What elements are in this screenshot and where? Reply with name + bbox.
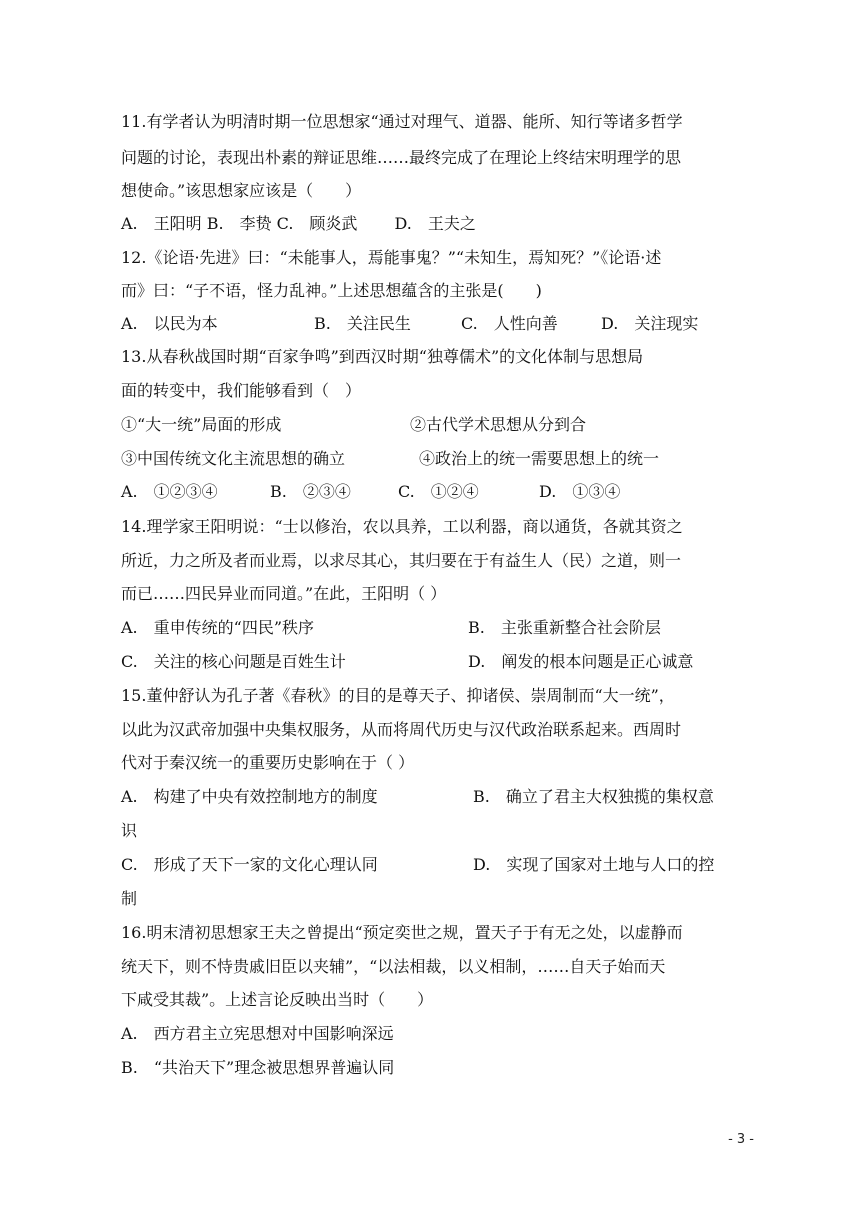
q13-option-c: C. ①②④ — [398, 482, 479, 501]
q16-option-a: A. 西方君主立宪思想对中国影响深远 — [121, 1024, 394, 1043]
q11-line-2: 问题的讨论，表现出朴素的辩证思维……最终完成了在理论上终结宋明理学的思 — [121, 148, 682, 167]
q15-option-b: B. 确立了君主大权独揽的集权意 — [473, 787, 714, 806]
q16-option-b: B. “共治天下”理念被思想界普遍认同 — [121, 1058, 395, 1077]
q16-line-1: 16.明末清初思想家王夫之曾提出“预定奕世之规，置天子于有无之处，以虚静而 — [121, 923, 683, 942]
q14-option-a: A. 重申传统的“四民”秩序 — [121, 618, 315, 637]
q13-statement-3: ③中国传统文化主流思想的确立 — [121, 449, 346, 468]
q13-statement-1: ①“大一统”局面的形成 — [121, 415, 282, 434]
q14-line-1: 14.理学家王阳明说：“士以修治，农以具养，工以利器，商以通货，各就其资之 — [121, 517, 683, 536]
q15-option-b-wrap: 识 — [121, 821, 138, 840]
page-number: - 3 - — [728, 1132, 754, 1147]
q15-option-d: D. 实现了国家对土地与人口的控 — [473, 855, 715, 874]
q14-line-2: 所近，力之所及者而业焉，以求尽其心，其归要在于有益生人（民）之道，则一 — [121, 551, 682, 570]
q16-line-3: 下咸受其裁”。上述言论反映出当时（ ） — [121, 990, 434, 1009]
q12-option-a: A. 以民为本 — [121, 314, 218, 333]
q13-option-d: D. ①③④ — [539, 482, 621, 501]
q15-line-3: 代对于秦汉统一的重要历史影响在于（ ） — [121, 753, 415, 772]
q12-option-b: B. 关注民生 — [314, 314, 411, 333]
q11-line-1: 11.有学者认为明清时期一位思想家“通过对理气、道器、能所、知行等诸多哲学 — [121, 112, 683, 131]
q15-line-2: 以此为汉武帝加强中央集权服务，从而将周代历史与汉代政治联系起来。西周时 — [121, 720, 682, 739]
q12-option-c: C. 人性向善 — [461, 314, 558, 333]
q14-option-b: B. 主张重新整合社会阶层 — [468, 618, 661, 637]
q15-option-a: A. 构建了中央有效控制地方的制度 — [121, 787, 378, 806]
q11-line-3: 想使命。”该思想家应该是（ ） — [121, 181, 362, 200]
q13-line-2: 面的转变中，我们能够看到（ ） — [121, 381, 362, 400]
q11-options: A. 王阳明 B. 李贽 C. 顾炎武 D. 王夫之 — [121, 214, 476, 233]
q12-line-1: 12.《论语·先进》曰：“未能事人，焉能事鬼？”“未知生，焉知死？”《论语·述 — [121, 248, 662, 267]
q15-line-1: 15.董仲舒认为孔子著《春秋》的目的是尊天子、抑诸侯、崇周制而“大一统”， — [121, 686, 675, 705]
q13-option-a: A. ①②③④ — [121, 482, 218, 501]
q14-line-3: 而已……四民异业而同道。”在此，王阳明（ ） — [121, 584, 447, 603]
q15-option-d-wrap: 制 — [121, 889, 138, 908]
q13-option-b: B. ②③④ — [270, 482, 351, 501]
q14-option-d: D. 阐发的根本问题是正心诚意 — [468, 652, 694, 671]
q15-option-c: C. 形成了天下一家的文化心理认同 — [121, 855, 378, 874]
q12-option-d: D. 关注现实 — [601, 314, 699, 333]
q13-statement-4: ④政治上的统一需要思想上的统一 — [419, 449, 660, 468]
q13-statement-2: ②古代学术思想从分到合 — [410, 415, 587, 434]
q16-line-2: 统天下，则不恃贵戚旧臣以夹辅”，“以法相裁，以义相制，……自天子始而天 — [121, 957, 666, 976]
q14-option-c: C. 关注的核心问题是百姓生计 — [121, 652, 346, 671]
q12-line-2: 而》曰：“子不语，怪力乱神。”上述思想蕴含的主张是( ) — [121, 281, 542, 300]
q13-line-1: 13.从春秋战国时期“百家争鸣”到西汉时期“独尊儒术”的文化体制与思想局 — [121, 347, 644, 366]
